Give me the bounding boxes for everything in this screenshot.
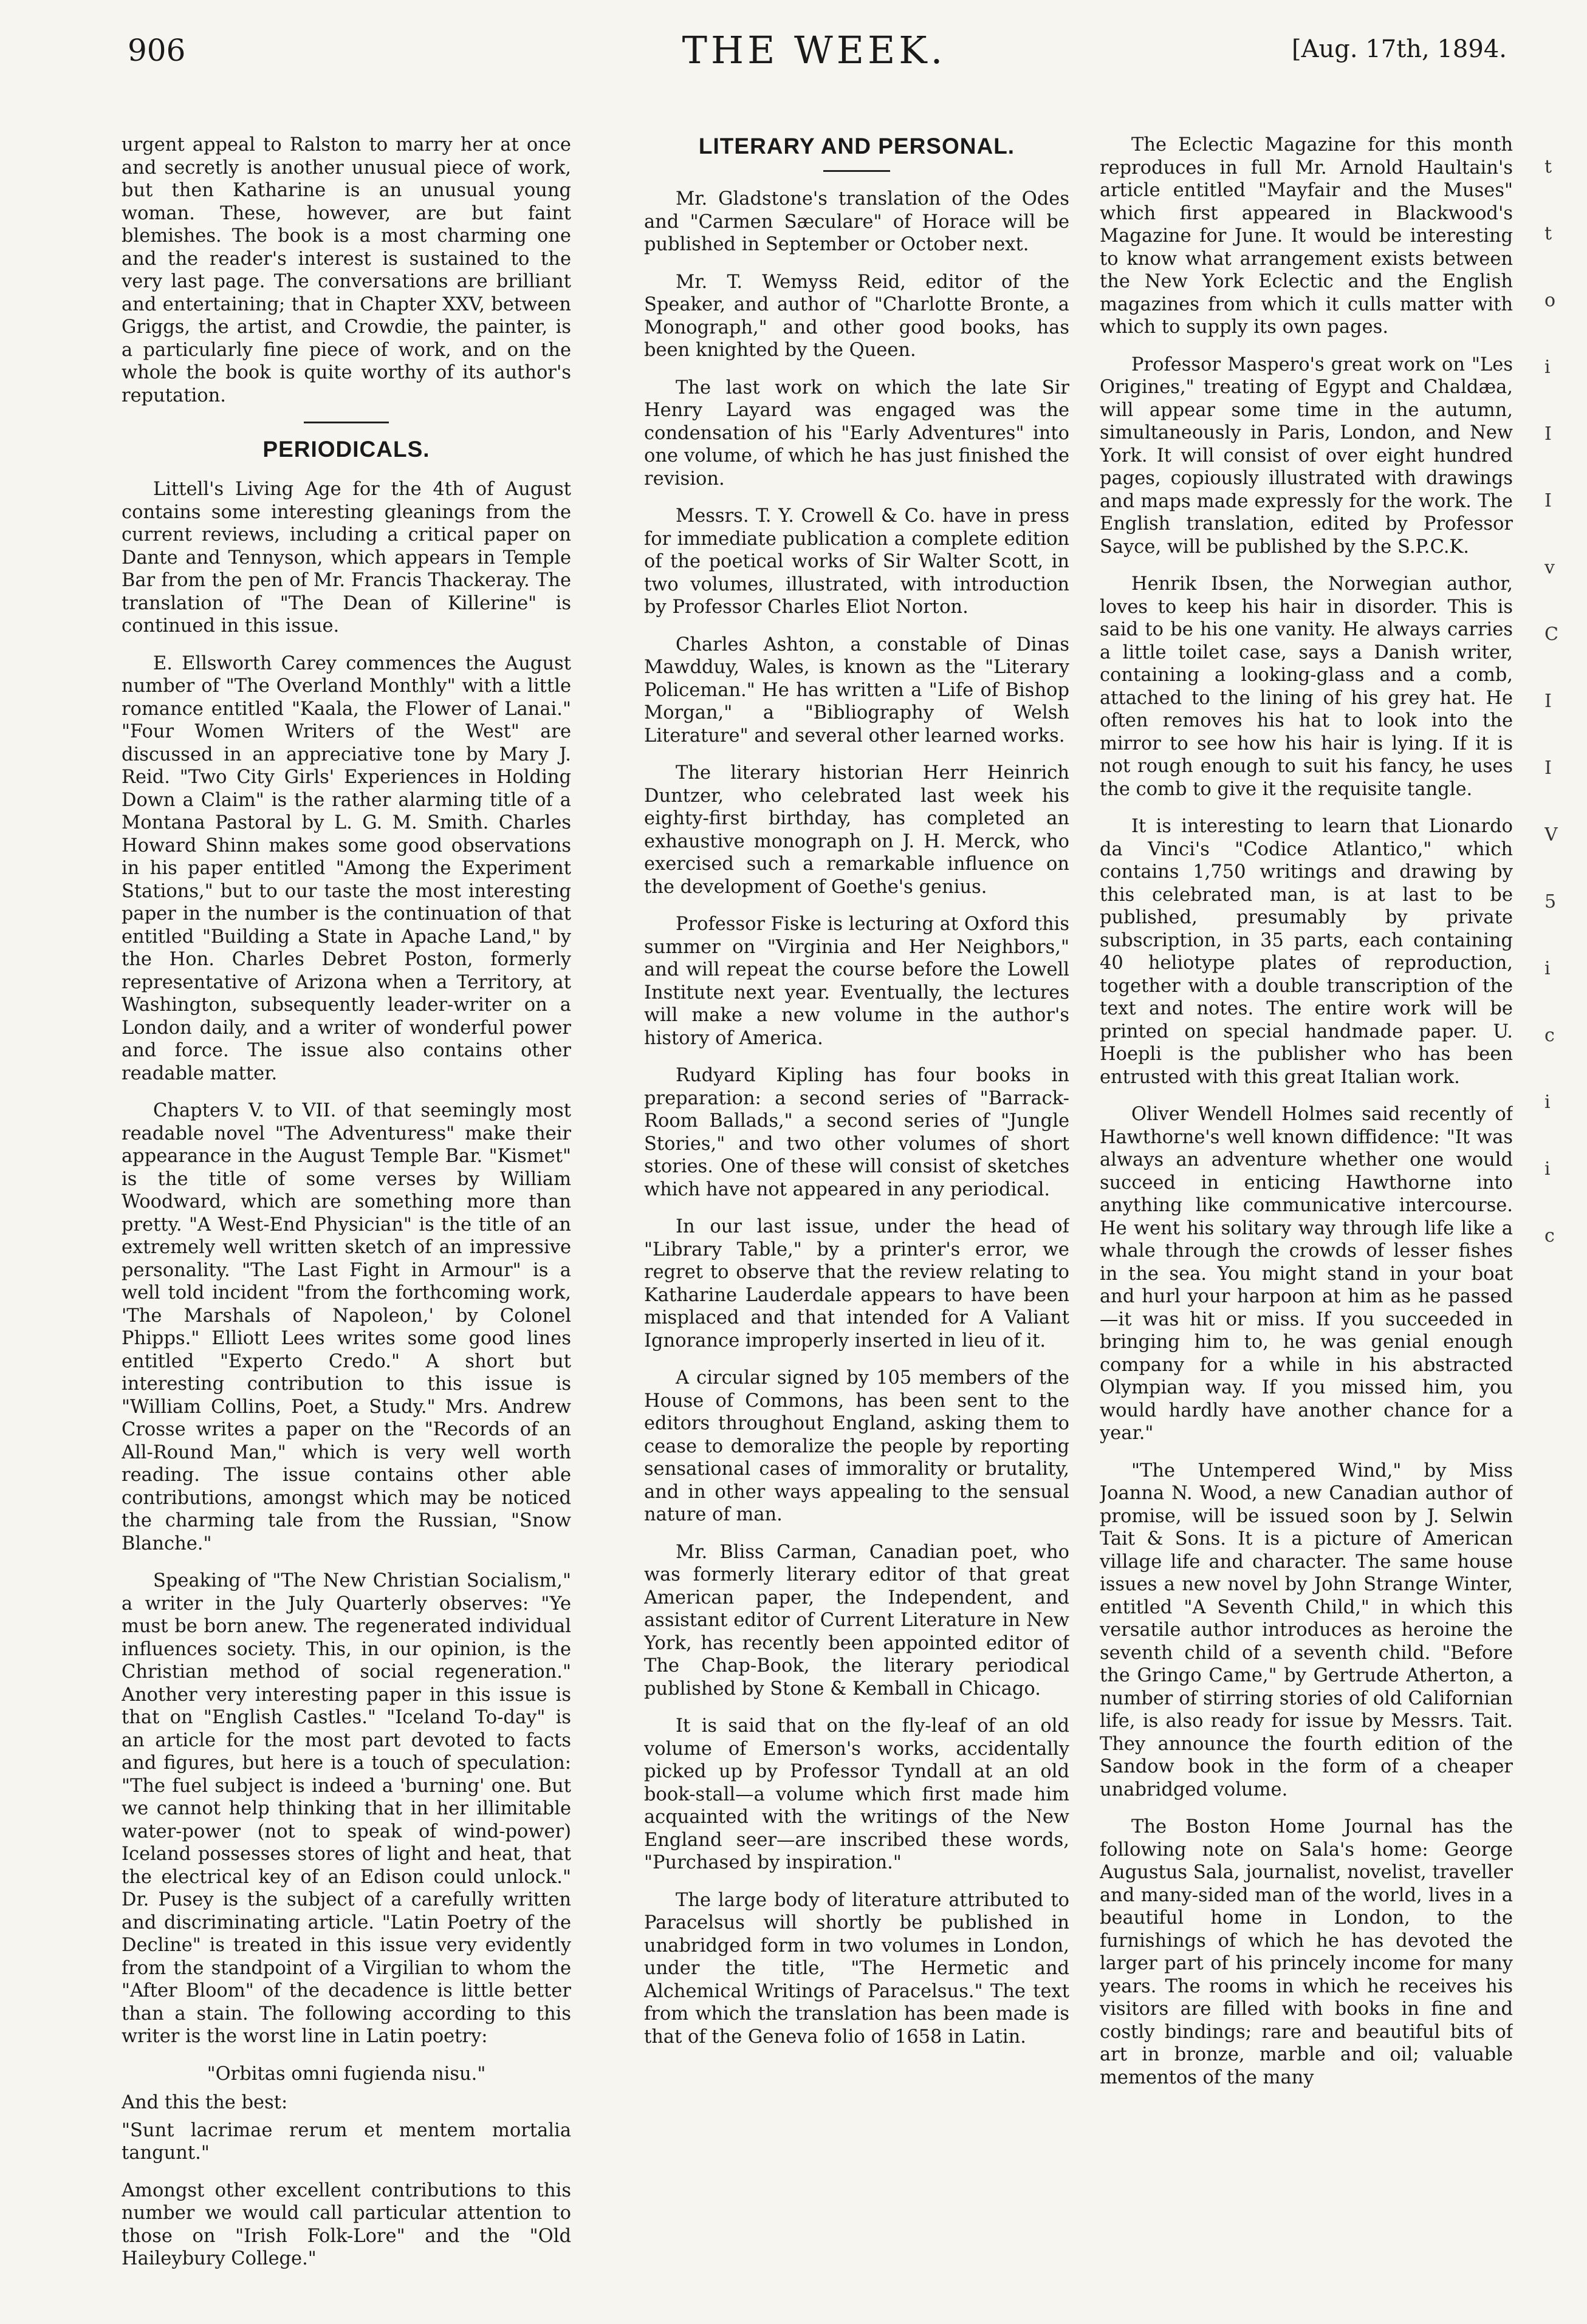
column-3: [1100, 134, 1513, 2296]
edge-fragment: I: [1544, 423, 1552, 445]
review-continuation: urgent appeal to Ralston to marry her at once and secretly is another unusual piece of work, but then Katharine is an unusual young woman. These, however, are but faint blemishes. The book is a most charming one and the reader's interest is sustained to the very last page. The conversations are brilliant and entertaining; that in Chapter XXV, between Griggs, the artist, and Crowdie, the painter, is a particularly fine piece of work, and on the whole the book is quite worthy of its author's reputation.: [122, 134, 571, 406]
heading-rule: [823, 170, 890, 172]
page-header: [122, 24, 1507, 97]
column-1: [122, 134, 571, 2296]
dateline: [Aug. 17th, 1894.: [1292, 35, 1507, 63]
edge-fragment: c: [1544, 1025, 1555, 1046]
article-paragraph: Chapters V. to VII. of that seemingly most readable novel "The Adventuress" make their appearance in the August Temple Bar. "Kismet" is the title of some verses by William Woodward, which are something more than pretty. "A West-End Physician" is the title of an extremely well written sketch of an impressive personality. "The Last Fight in Armour" is a well told incident "from the forthcoming work, 'The Marshals of Napoleon,' by Colonel Phipps." Elliott Lees writes some good lines entitled "Experto Credo." A short but interesting contribution to this issue is "William Collins, Poet, a Study." Mrs. Andrew Crosse writes a paper on the "Records of an All-Round Man," which is very well worth reading. The issue contains other able contributions, amongst which may be noticed the charming tale from the Russian, "Snow Blanche.": [122, 1100, 571, 1554]
column-2: [644, 134, 1069, 2296]
news-item: Rudyard Kipling has four books in preparation: a second series of "Barrack-Room Ballads," a second series of "Jungle Stories," and two other volumes of short stories. One of these will consist of sketches which have not appeared in any periodical.: [644, 1065, 1069, 1200]
news-item: The last work on which the late Sir Henry Layard was engaged was the condensation of his "Early Adventures" into one volume, of which he has just finished the revision.: [644, 377, 1069, 490]
news-item: Professor Fiske is lecturing at Oxford this summer on "Virginia and Her Neighbors," and will repeat the course before the Lowell Institute next year. Eventually, the lectures will make a new volume in the author's history of America.: [644, 914, 1069, 1049]
article-paragraph: E. Ellsworth Carey commences the August number of "The Overland Monthly" with a little romance entitled "Kaala, the Flower of Lanai." "Four Women Writers of the West" are discussed in an appreciative tone by Mary J. Reid. "Two City Girls' Experiences in Holding Down a Claim" is the rather alarming title of a Montana Pastoral by L. G. M. Smith. Charles Howard Shinn makes some good observations in his paper entitled "Among the Experiment Stations," but to our taste the most interesting paper in the number is the continuation of that entitled "Building a State in Apache Land," by the Hon. Charles Debret Poston, formerly representative of Arizona when a Territory, at Washington, subsequently leader-writer on a London daily, and a writer of wonderful power and force. The issue also contains other readable matter.: [122, 652, 571, 1084]
news-item: It is interesting to learn that Lionardo da Vinci's "Codice Atlantico," which contains 1,750 writings and drawing by this celebrated man, is at last to be published, presumably by private subscription, in 35 parts, each containing 40 heliotype plates of reproduction, together with a double transcription of the text and notes. The entire work will be printed on special handmade paper. U. Hoepli is the publisher who has been entrusted with this great Italian work.: [1100, 816, 1513, 1088]
news-item: It is said that on the fly-leaf of an old volume of Emerson's works, accidentally picked up by Professor Tyndall at an old book-stall—a volume which first made him acquainted with the writings of the New England seer—are inscribed these words, "Purchased by inspiration.": [644, 1715, 1069, 1873]
latin-quote: "Sunt lacrimae rerum et mentem mortalia tangunt.": [122, 2119, 571, 2164]
edge-fragment: V: [1544, 824, 1558, 846]
article-paragraph: Amongst other excellent contributions to this number we would call particular attention to those on "Irish Folk-Lore" and the "Old Haileybury College.": [122, 2179, 571, 2269]
page-number: 906: [128, 33, 186, 68]
news-item: A circular signed by 105 members of the House of Commons, has been sent to the editors throughout England, asking them to cease to demoralize the people by reporting sensational cases of immorality or brutality, and in other ways appealing to the sensual nature of man.: [644, 1367, 1069, 1525]
news-item: "The Untempered Wind," by Miss Joanna N. Wood, a new Canadian author of promise, will be issued soon by J. Selwin Tait & Sons. It is a picture of American village life and character. The same house issues a new novel by John Strange Winter, entitled "A Seventh Child," in which this versatile author introduces as heroine the seventh child of a seventh child. "Before the Gringo Came," by Gertrude Atherton, a number of stirring stories of old Californian life, is also ready for issue by Messrs. Tait. They announce the fourth edition of the Sandow book in the form of a cheaper unabridged volume.: [1100, 1460, 1513, 1800]
news-item: Mr. Bliss Carman, Canadian poet, who was formerly literary editor of that great American paper, the Independent, and assistant editor of Current Literature in New York, has recently been appointed editor of The Chap-Book, the literary periodical published by Stone & Kemball in Chicago.: [644, 1541, 1069, 1700]
news-item: Charles Ashton, a constable of Dinas Mawdduy, Wales, is known as the "Literary Policeman." He has written a "Life of Bishop Morgan," a "Bibliography of Welsh Literature" and several other learned works.: [644, 634, 1069, 747]
news-item: Mr. T. Wemyss Reid, editor of the Speaker, and author of "Charlotte Bronte, a Monograph," and other good books, has been knighted by the Queen.: [644, 271, 1069, 361]
edge-fragment: i: [1544, 1092, 1551, 1113]
edge-fragment: i: [1544, 958, 1551, 979]
news-item: The literary historian Herr Heinrich Duntzer, who celebrated last week his eighty-first birthday, has completed an exhaustive monograph on J. H. Merck, who exercised such a remarkable influence on the development of Goethe's genius.: [644, 762, 1069, 898]
adjacent-page-edge: [1544, 134, 1587, 2138]
section-divider: [304, 422, 389, 423]
masthead: THE WEEK.: [682, 28, 947, 72]
news-item: Oliver Wendell Holmes said recently of Hawthorne's well known diffidence: "It was always an adventure whether one would succeed in enticing Hawthorne into anything like communicative intercourse. He went his solitary way through life like a whale through the crowds of lesser fishes in the sea. You might stand in your boat and hurl your harpoon at him as he passed —it was hit or miss. If you succeeded in bringing him to, he was genial enough company for a while in his abstracted Olympian way. If you missed him, you would hardly have another chance for a year.": [1100, 1104, 1513, 1444]
news-item: Henrik Ibsen, the Norwegian author, loves to keep his hair in disorder. This is said to be his one vanity. He always carries a little toilet case, says a Danish writer, containing a looking-glass and a comb, attached to the lining of his grey hat. He often removes his hat to look into the mirror to see how his hair is lying. If it is not rough enough to suit his fancy, he uses the comb to give it the requisite tangle.: [1100, 573, 1513, 800]
periodicals-heading: PERIODICALS.: [262, 437, 430, 462]
edge-fragment: 5: [1544, 891, 1557, 912]
edge-fragment: t: [1544, 156, 1552, 177]
edge-fragment: i: [1544, 357, 1551, 378]
edge-fragment: I: [1544, 490, 1552, 511]
edge-fragment: I: [1544, 691, 1552, 712]
news-item: In our last issue, under the head of "Library Table," by a printer's error, we regret to observe that the review relating to Katharine Lauderdale appears to have been misplaced and that intended for A Valiant Ignorance improperly inserted in lieu of it.: [644, 1216, 1069, 1352]
news-item: Messrs. T. Y. Crowell & Co. have in press for immediate publication a complete edition of the poetical works of Sir Walter Scott, in two volumes, illustrated, with introduction by Professor Charles Eliot Norton.: [644, 505, 1069, 618]
edge-fragment: I: [1544, 757, 1552, 779]
edge-fragment: t: [1544, 223, 1552, 244]
article-paragraph: Littell's Living Age for the 4th of August contains some interesting gleanings from the current reviews, including a critical paper on Dante and Tennyson, which appears in Temple Bar from the pen of Mr. Francis Thackeray. The translation of "The Dean of Killerine" is continued in this issue.: [122, 479, 571, 637]
edge-fragment: o: [1544, 290, 1556, 311]
news-item: Mr. Gladstone's translation of the Odes and "Carmen Sæculare" of Horace will be published in September or October next.: [644, 188, 1069, 255]
article-paragraph: Speaking of "The New Christian Socialism," a writer in the July Quarterly observes: "Ye must be born anew. The regenerated individual influences society. This, in our opinion, is the Christian method of social regeneration." Another very interesting paper in this issue is that on "English Castles." "Iceland To-day" is an article for the most part devoted to facts and figures, but here is a touch of speculation: "The fuel subject is indeed a 'burning' one. But we cannot help thinking that in her illimitable water-power (not to speak of wind-power) Iceland possesses stores of light and heat, that the electrical key of an Edison could unlock." Dr. Pusey is the subject of a carefully written and discriminating article. "Latin Poetry of the Decline" is treated in this issue very evidently from the standpoint of a Virgilian to whom the "After Bloom" of the decadence is little better than a stain. The following according to this writer is the worst line in Latin poetry:: [122, 1570, 571, 2047]
news-item: The Boston Home Journal has the following note on Sala's home: George Augustus Sala, journalist, novelist, traveller and many-sided man of the world, lives in a beautiful home in London, to the furnishings of which he has devoted the larger part of his princely income for many years. The rooms in which he receives his visitors are filled with books in fine and costly bindings; rare and beautiful bits of art in bronze, marble and oil; valuable mementos of the many: [1100, 1816, 1513, 2088]
news-item: Professor Maspero's great work on "Les Origines," treating of Egypt and Chaldæa, will appear some time in the autumn, simultaneously in Paris, London, and New York. It will consist of over eight hundred pages, copiously illustrated with drawings and maps made expressly for the work. The English translation, edited by Professor Sayce, will be published by the S.P.C.K.: [1100, 354, 1513, 558]
literary-personal-heading: LITERARY AND PERSONAL.: [698, 134, 1015, 159]
article-paragraph: And this the best:: [122, 2092, 288, 2113]
news-item: The large body of literature attributed to Paracelsus will shortly be published in unabridged form in two volumes in London, under the title, "The Hermetic and Alchemical Writings of Paracelsus." The text from which the translation has been made is that of the Geneva folio of 1658 in Latin.: [644, 1889, 1069, 2048]
latin-quote: "Orbitas omni fugienda nisu.": [207, 2063, 486, 2085]
edge-fragment: c: [1544, 1225, 1555, 1246]
edge-fragment: v: [1544, 557, 1555, 578]
edge-fragment: C: [1544, 624, 1558, 645]
edge-fragment: i: [1544, 1158, 1551, 1180]
news-item: The Eclectic Magazine for this month reproduces in full Mr. Arnold Haultain's article entitled "Mayfair and the Muses" which first appeared in Blackwood's Magazine for June. It would be interesting to know what arrangement exists between the New York Eclectic and the English magazines from which it culls matter with which to supply its own pages.: [1100, 134, 1513, 338]
